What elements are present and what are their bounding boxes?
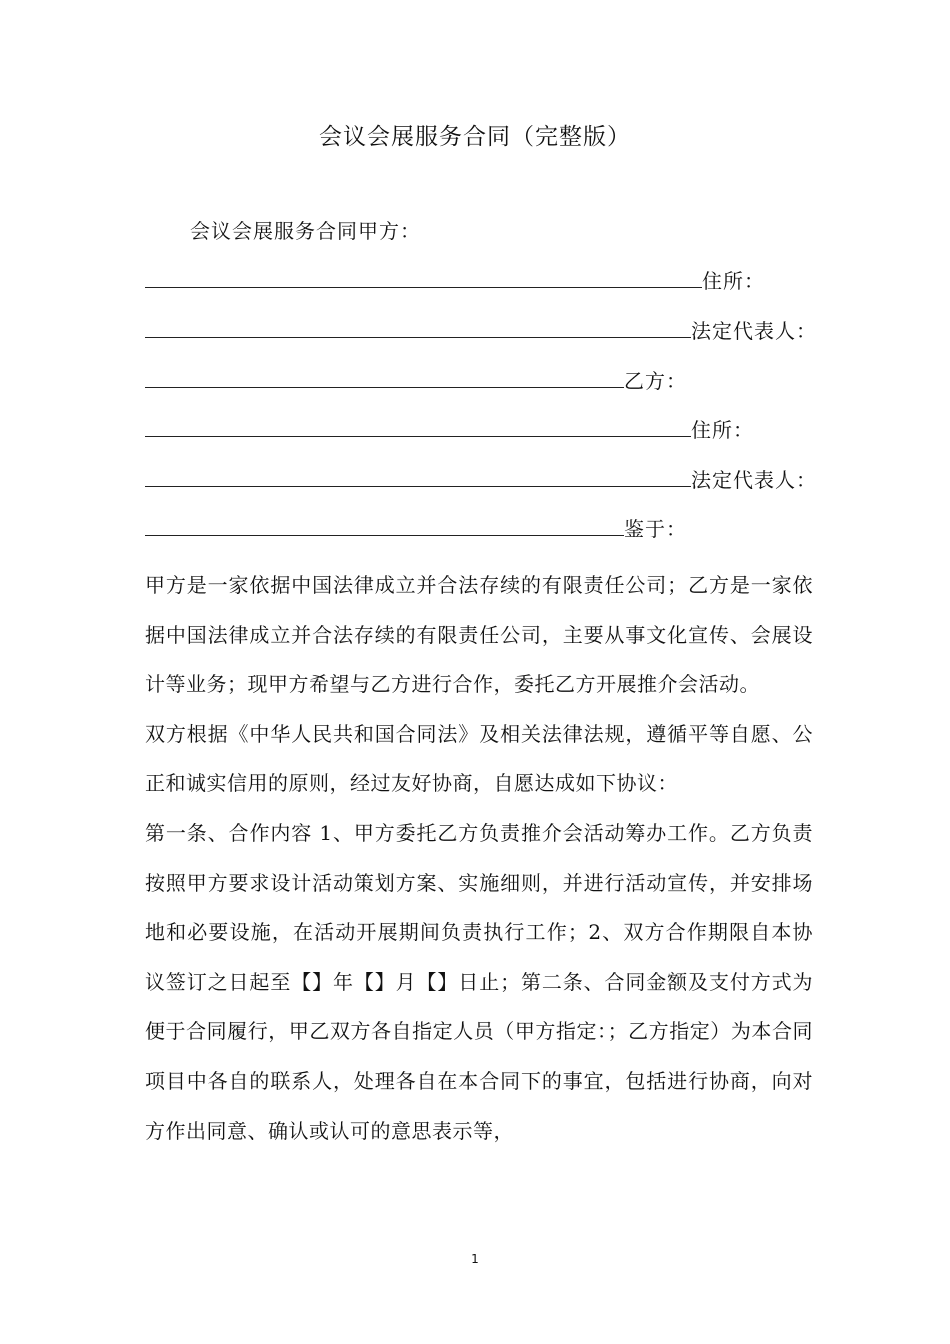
fill-line-party-a-address — [145, 262, 765, 292]
fill-line-party-a-representative — [145, 312, 817, 342]
blank-underline — [145, 436, 691, 437]
page-number: 1 — [471, 1252, 479, 1266]
fill-line-whereas — [145, 510, 687, 540]
blank-underline — [145, 337, 691, 338]
paragraph-legal-basis: 双方根据《中华人民共和国合同法》及相关法律法规，遵循平等自愿、公正和诚实信用的原则，经过友好协商，自愿达成如下协议： — [145, 721, 813, 796]
paragraph-article-one: 第一条、合作内容 1、甲方委托乙方负责推介会活动筹办工作。乙方负责按照甲方要求设计活动策划方案、实施细则，并进行活动宣传，并安排场地和必要设施，在活动开展期间负责执行工作；2、双方合作期限自本协议签订之日起至【】年【】月【】日止；第二条、合同金额及支付方式为便于合同履行，甲乙双方各自指定人员（甲方指定：；乙方指定）为本合同项目中各自的联系人，处理各自在本合同下的事宜，包括进行协商，向对方作出同意、确认或认可的意思表示等， — [145, 820, 813, 1143]
fill-line-party-b — [145, 362, 687, 392]
blank-underline — [145, 486, 691, 487]
contract-body — [145, 561, 813, 1156]
blank-underline — [145, 535, 624, 536]
fill-line-label: 法定代表人： — [691, 468, 817, 492]
fill-line-label: 法定代表人： — [691, 319, 817, 343]
fill-line-label: 鉴于： — [624, 517, 687, 541]
fill-line-label: 住所： — [691, 418, 754, 442]
blank-underline — [145, 287, 702, 288]
fill-line-party-b-representative — [145, 461, 817, 491]
fill-line-label: 住所： — [702, 269, 765, 293]
party-a-intro: 会议会展服务合同甲方： — [190, 219, 421, 243]
fill-line-party-b-address — [145, 411, 754, 441]
paragraph-background: 甲方是一家依据中国法律成立并合法存续的有限责任公司；乙方是一家依据中国法律成立并合法存续的有限责任公司，主要从事文化宣传、会展设计等业务；现甲方希望与乙方进行合作，委托乙方开展推介会活动。 — [145, 573, 813, 697]
fill-line-label: 乙方： — [624, 369, 687, 393]
blank-underline — [145, 387, 624, 388]
document-title: 会议会展服务合同（完整版） — [319, 124, 631, 150]
